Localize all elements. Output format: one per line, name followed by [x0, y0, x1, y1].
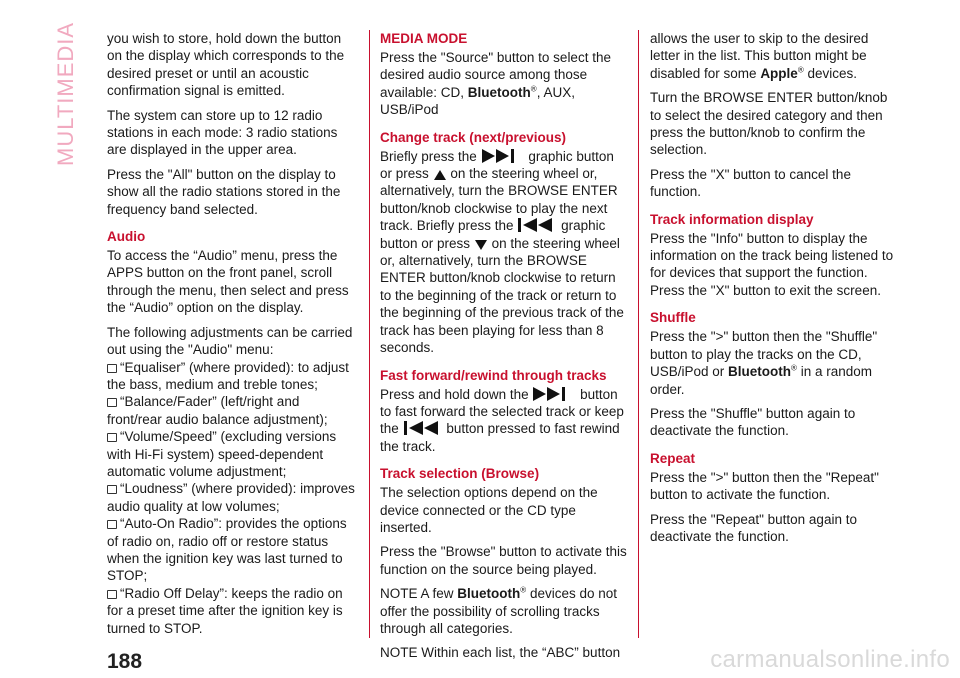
page-number: 188 — [107, 650, 143, 673]
section-heading-change-track: Change track (next/previous) — [380, 129, 567, 145]
bullet-box-icon — [107, 398, 117, 407]
brand-bluetooth: Bluetooth — [728, 364, 792, 380]
brand-bluetooth: Bluetooth — [457, 586, 521, 602]
text: Press and hold down the — [380, 386, 529, 402]
bullet-item — [107, 515, 355, 585]
previous-track-icon — [403, 420, 443, 436]
paragraph: Turn the BROWSE ENTER button/knob to select the desired category and then press the button/knob to confirm the selection. — [650, 90, 888, 158]
column-divider — [638, 30, 639, 638]
next-track-icon — [481, 148, 525, 164]
text: graphic button or press — [380, 218, 606, 251]
paragraph — [380, 386, 628, 456]
bullet-text: “Balance/Fader” (left/right and front/rear audio balance adjustment); — [107, 394, 328, 427]
text: Press the "Source" button to select the desired audio source among those available: CD, — [380, 50, 611, 100]
note: NOTE Within each list, the “ABC” button — [380, 645, 621, 661]
text: button to fast forward the selected track or keep the — [380, 386, 624, 437]
bullet-item — [107, 428, 355, 480]
column-middle — [380, 30, 628, 669]
section-heading-shuffle: Shuffle — [650, 310, 696, 326]
paragraph — [650, 30, 900, 82]
bullet-text: “Auto-On Radio”: provides the options of radio on, radio off or restore status when the ignition key was last turned to STOP; — [107, 516, 347, 584]
section-heading-repeat: Repeat — [650, 450, 696, 466]
paragraph: Press the "Info" button to display the information on the track being listened to for devices that support the function. Press the "X" button to exit the screen. — [650, 230, 894, 298]
section-side-label: MULTIMEDIA — [53, 21, 78, 166]
bullet-text: “Radio Off Delay”: keeps the radio on for a preset time after the ignition key is turned to STOP. — [107, 585, 343, 636]
steering-down-arrow-icon — [474, 239, 488, 251]
bullet-box-icon — [107, 590, 117, 599]
bullet-box-icon — [107, 485, 117, 494]
section-heading-track-info: Track information display — [650, 211, 814, 227]
paragraph: The system can store up to 12 radio stations in each mode: 3 radio stations are displayed in the upper area. — [107, 107, 338, 158]
text: Briefly press the — [380, 148, 477, 164]
bullet-text: “Loudness” (where provided): improves audio quality at low volumes; — [107, 481, 355, 514]
registered-mark: ® — [520, 585, 527, 595]
paragraph: Press the "All" button on the display to show all the radio stations stored in the frequency band selected. — [107, 166, 341, 217]
text: graphic button or press — [380, 148, 614, 182]
next-track-icon — [532, 386, 576, 402]
bullet-item — [107, 585, 355, 637]
bullet-box-icon — [107, 433, 117, 442]
bullet-item — [107, 359, 355, 394]
text: devices do not offer the possibility of scrolling tracks through all categories. — [380, 586, 617, 636]
text: in a random order. — [650, 364, 872, 397]
bullet-item — [107, 480, 355, 515]
registered-mark: ® — [797, 65, 804, 75]
paragraph: The following adjustments can be carried out using the "Audio" menu: — [107, 324, 353, 358]
text: devices. — [803, 65, 858, 81]
paragraph: Press the "Browse" button to activate this function on the source being played. — [380, 544, 627, 577]
brand-apple: Apple — [760, 65, 798, 81]
bullet-item — [107, 393, 355, 428]
paragraph: Press the "Shuffle" button again to deactivate the function. — [650, 405, 856, 439]
column-right — [650, 30, 900, 552]
section-heading-audio: Audio — [107, 229, 146, 245]
text: allows the user to skip to the desired letter in the list. This button might be disabled for some — [650, 31, 869, 81]
text: on the steering wheel or, alternatively, turn the BROWSE ENTER button/knob clockwise to return to the beginning of the track or return to the beginning of the previous track of the track has been playing for less than 8 seconds. — [380, 235, 624, 356]
paragraph: Press the "X" button to cancel the function. — [650, 166, 851, 200]
paragraph: Press the ">" button then the "Repeat" button to activate the function. — [650, 469, 879, 503]
text: button pressed to fast rewind the track. — [380, 421, 620, 454]
paragraph — [650, 328, 900, 398]
registered-mark: ® — [791, 363, 797, 373]
bullet-text: “Equaliser” (where provided): to adjust the bass, medium and treble tones; — [107, 359, 349, 392]
paragraph: To access the “Audio” menu, press the APPS button on the front panel, scroll through the menu, then select and press the “Audio” option on the display. — [107, 248, 349, 316]
brand-bluetooth: Bluetooth — [467, 84, 531, 100]
text: , AUX, USB/iPod — [380, 84, 575, 118]
note — [380, 585, 628, 637]
steering-up-arrow-icon — [433, 169, 447, 181]
column-divider — [369, 30, 370, 638]
bullet-box-icon — [107, 520, 117, 529]
paragraph: you wish to store, hold down the button on the display which corresponds to the desired preset or until an acoustic confirmation signal is emitted. — [107, 31, 345, 99]
section-heading-track-selection: Track selection (Browse) — [380, 466, 540, 482]
bullet-box-icon — [107, 364, 117, 373]
paragraph — [380, 148, 628, 357]
section-heading-media-mode: MEDIA MODE — [380, 31, 468, 46]
section-heading-fast-forward: Fast forward/rewind through tracks — [380, 367, 607, 383]
watermark: carmanualsonline.info — [710, 646, 950, 673]
registered-mark: ® — [530, 84, 537, 94]
paragraph: Press the "Repeat" button again to deactivate the function. — [650, 511, 857, 544]
column-left — [107, 30, 355, 637]
bullet-text: “Volume/Speed” (excluding versions with Hi-Fi system) speed-dependent automatic volume adjustment; — [107, 429, 337, 479]
paragraph: The selection options depend on the device connected or the CD type inserted. — [380, 485, 598, 535]
text: Press the ">" button then the "Shuffle" button to play the tracks on the CD, USB/iPod or — [650, 329, 878, 380]
previous-track-icon — [517, 217, 557, 233]
text: NOTE A few — [380, 586, 458, 602]
paragraph — [380, 49, 628, 119]
text: on the steering wheel or, alternatively, turn the BROWSE ENTER button/knob clockwise to play the next track. Briefly press the — [380, 166, 618, 234]
